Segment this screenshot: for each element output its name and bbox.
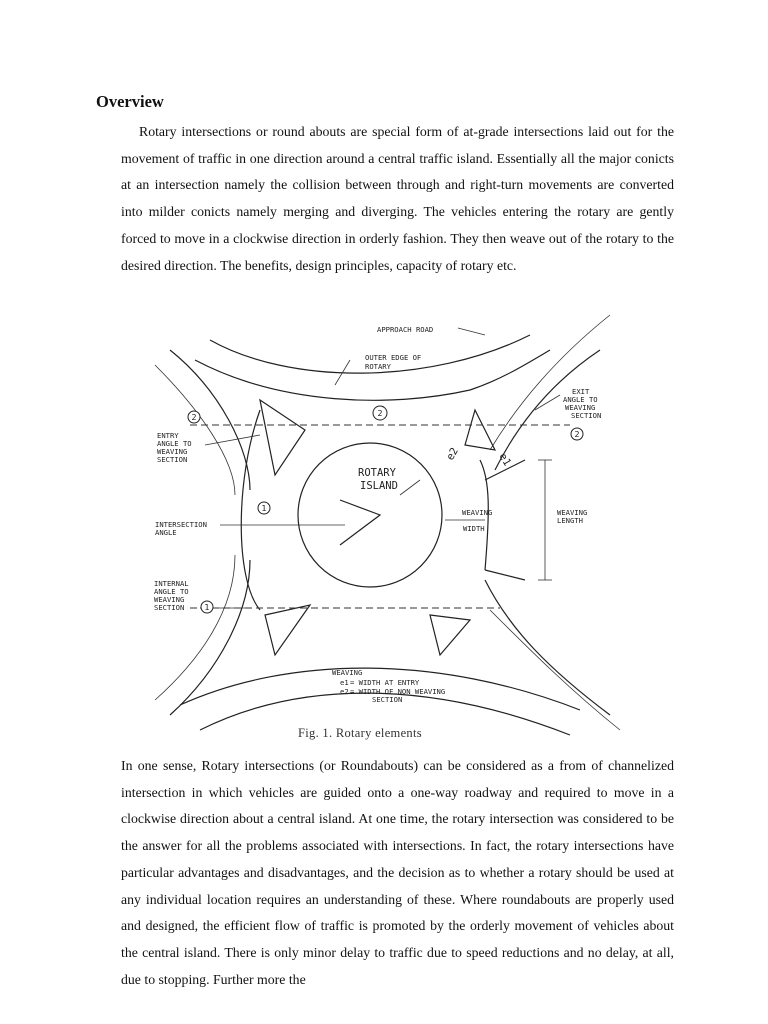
island-angle-lines	[340, 500, 380, 545]
top-right-island	[465, 410, 495, 450]
legend-e1-text: = WIDTH AT ENTRY	[350, 678, 420, 687]
marker-2-top-left	[188, 411, 200, 423]
weaving-length-label-1: WEAVING	[557, 508, 588, 517]
legend-e1-symbol: e1	[340, 678, 349, 687]
weaving-length-label-2: LENGTH	[557, 516, 583, 525]
outer-edge-label-1: OUTER EDGE OF	[365, 353, 422, 362]
entry-label-4: SECTION	[157, 455, 188, 464]
section-heading: Overview	[96, 92, 164, 111]
marker-1-left	[258, 502, 270, 514]
exit-label-3: WEAVING	[565, 403, 596, 412]
approach-road-leader	[458, 328, 485, 335]
outer-edge-label-2: ROTARY	[365, 362, 391, 371]
rotary-island-leader	[400, 480, 420, 495]
marker-2-top-center	[373, 406, 387, 420]
legend-e2-symbol: e2	[340, 687, 349, 696]
exit-label-2: ANGLE TO	[563, 395, 598, 404]
bottom-right-island	[430, 615, 470, 655]
internal-angle-label-2: ANGLE TO	[154, 587, 189, 596]
left-upper-lane	[155, 365, 235, 495]
marker-1-bottom-left	[201, 601, 213, 613]
body-paragraph: In one sense, Rotary intersections (or Roundabouts) can be considered as a from of channelized intersection in which vehicles are guided onto a one-way roadway and required to move in a clockwise direction about a central island. At one time, the rotary intersection was considered to be the answer for all the problems associated with intersections. In fact, the rotary intersections have particular advantages and disadvantages, and the decision as to whether a rotary should be used at any individual location requires an understanding of these. Where roundabouts are properly used and designed, the efficient flow of traffic is promoted by the orderly movement of vehicles about the central island. There is only minor delay to traffic due to speed reductions and no delay, at all, due to stopping. Further more the	[121, 758, 674, 987]
e1-label: e1	[496, 451, 514, 469]
left-upper-edge	[170, 350, 250, 490]
intersection-angle-label-1: INTERSECTION	[155, 520, 207, 529]
svg-text:1: 1	[261, 504, 267, 513]
weaving-width-label-1: WEAVING	[462, 508, 493, 517]
rotary-island-circle	[298, 443, 442, 587]
svg-text:2: 2	[191, 413, 197, 422]
weaving-width-label-2: WIDTH	[463, 524, 485, 533]
internal-angle-label-1: INTERNAL	[154, 579, 189, 588]
svg-text:2: 2	[377, 409, 383, 418]
entry-label-1: ENTRY	[157, 431, 179, 440]
e2-label: e2	[444, 445, 461, 463]
internal-angle-label-3: WEAVING	[154, 595, 185, 604]
intersection-angle-label-2: ANGLE	[155, 528, 177, 537]
left-lower-lane	[155, 555, 235, 700]
bottom-left-island	[265, 605, 310, 655]
exit-label-4: SECTION	[571, 411, 602, 420]
rotary-elements-figure	[140, 310, 630, 746]
exit-label-1: EXIT	[572, 387, 590, 396]
internal-angle-label-4: SECTION	[154, 603, 185, 612]
svg-text:2: 2	[574, 430, 580, 439]
approach-road-label: APPROACH ROAD	[377, 325, 434, 334]
intro-paragraph: Rotary intersections or round abouts are special form of at-grade intersections laid out for the movement of traffic in one direction around a central traffic island. Essentially all the major conicts at an intersection namely the collision between through and right-turn movements are converted into milder conicts namely merging and diverging. The vehicles entering the rotary are gently forced to move in a clockwise direction in orderly fashion. They then weave out of the rotary to the desired direction. The benefits, design principles, capacity of rotary etc.	[121, 124, 674, 273]
figure-caption: Fig. 1. Rotary elements	[298, 726, 422, 740]
rotary-label-1: ROTARY	[358, 467, 396, 479]
exit-angle-leader	[535, 395, 560, 410]
entry-label-3: WEAVING	[157, 447, 188, 456]
outer-rotary-left	[241, 410, 260, 610]
legend-e2-text-2: SECTION	[372, 695, 403, 704]
rotary-label-2: ISLAND	[360, 480, 398, 492]
rotary-diagram	[140, 310, 630, 746]
right-weaving-box	[485, 460, 525, 580]
svg-text:1: 1	[204, 603, 210, 612]
entry-label-2: ANGLE TO	[157, 439, 192, 448]
right-lower-edge	[485, 580, 610, 715]
right-upper-lane	[490, 315, 610, 450]
legend-e2-text-1: = WIDTH OF NON WEAVING	[350, 687, 446, 696]
marker-2-right	[571, 428, 583, 440]
top-left-island	[260, 400, 305, 475]
legend-weaving-label: WEAVING	[332, 668, 363, 677]
